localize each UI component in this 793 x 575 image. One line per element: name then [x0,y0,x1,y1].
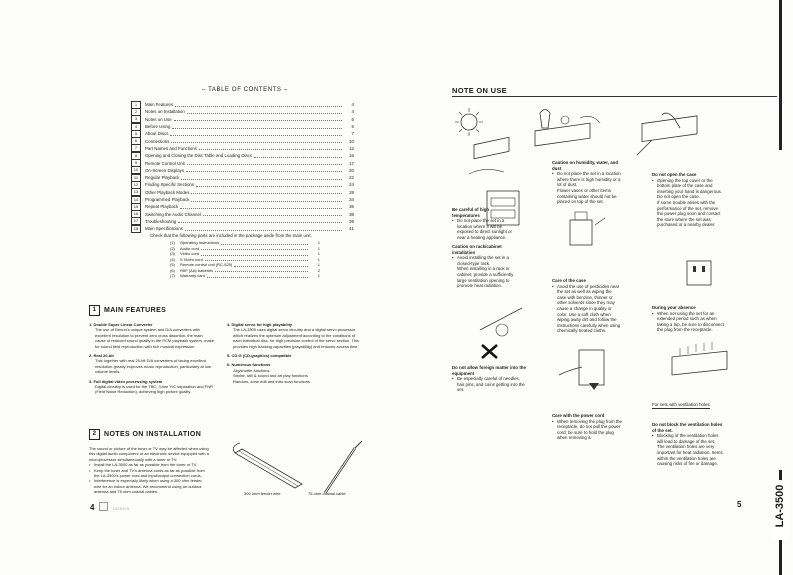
toc-page: 12 [349,145,354,151]
toc-row [131,174,354,181]
installation-bullet: • Interference is especially likely when using a 300 ohm feeder wire for an indoor antenna. We recommend using an outdoor antenna and 75 ohm coaxial cables. [89,478,209,494]
installation-bullet: • Keep the tuner and TV's antenna cords as far as possible from the LA-3500's power cord and input/output connection cords. [89,468,209,479]
toc-leader [254,154,342,158]
parts-label: Operating Instructions [180,240,220,246]
parts-leader [215,268,308,272]
toc-leader [174,117,342,121]
caution-power-cord [552,413,624,441]
parts-leader [201,252,308,256]
caution-body: • When not using the set for an extended period such as when taking a trip, be sure to disconnect the plug from the receptacle. [652,311,724,333]
toc-row [131,152,354,159]
parts-row [170,262,320,268]
toc-row [131,203,354,210]
parts-qty: 1 [317,273,320,279]
toc-leader [180,205,342,209]
caution-open-case [652,172,724,228]
open-case-illustration [632,110,712,165]
caution-body: • Avoid installing the set in a closed-type rack. When installing in a rack or cabinet, provide a sufficiently large ventilation opening to promote heat radiation. [452,255,514,289]
parts-label: S Video cord [180,256,203,262]
feature-body: This together with real 20-bit D/A converters of facing excellent resolution greatly improves music reproduction, particularly at low volume levels. [95,358,211,375]
parts-qty: 1 [317,245,320,251]
feature-title: 4. Digital servo for high playability [227,322,293,327]
parts-number: (2) [170,245,175,251]
caution-case-care [552,278,622,334]
toc-label: Main Specifications [145,226,183,232]
caution-title: Caution on rack/cabinet installation [452,244,502,255]
toc-row [131,167,354,174]
toc-row [131,210,354,217]
parts-label: Audio cord [180,245,200,251]
caption-feeder-wire: 300 ohm feeder wire [244,491,281,496]
side-label-box [773,480,789,540]
toc-number: 17 [131,217,141,225]
caution-title: Do not allow foreign matter into the equipment [452,365,526,376]
foreign-matter-illustration [472,300,532,360]
toc-leader [181,176,342,180]
feature-item [89,379,214,395]
feature-item [227,322,359,349]
page-number-right: 5 [737,500,742,509]
parts-leader [221,241,308,245]
toc-label: Connections [145,138,170,144]
caution-title: Care with the power cord [552,413,605,418]
parts-qty: 2 [317,267,320,273]
parts-leader [201,246,308,250]
toc-leader [172,125,342,129]
feature-body: Digital circuitry is used for the TBC, 3-line Y/C separation and FNR (Field Noise Reduction), achieving high picture quality. [95,384,213,395]
toc-number: 10 [131,166,141,174]
toc-row [131,137,354,144]
feature-body: The use of Denon's unique system and D/A converters with excellent resolution to prevent zero cross distortion, the main cause of reduced sound quality in the PCM playback system, make for sound field reproduction with rich musical expression. [95,327,214,349]
parts-row [170,240,320,246]
toc-label: Main Features [145,102,174,108]
parts-number: (3) [170,251,175,257]
toc-page: 36 [349,204,354,210]
feature-item [89,353,214,375]
toc-number: 5 [131,130,141,138]
caution-foreign-matter [452,365,527,393]
caution-body: • Do not place the set in a location where it will be exposed to direct sunlight or near a heating appliance. [452,218,514,240]
toc-label: Switching the Audio Channel [145,211,201,217]
page-number-left: 4 DENON [90,503,130,512]
section-number: 2 [89,429,100,440]
parts-number: (5) [170,262,175,268]
note-on-use-title: NOTE ON USE [452,86,507,95]
toc-number: 15 [131,203,141,211]
toc-page: 4 [351,109,354,115]
box-icon [99,502,108,511]
toc-leader [171,139,342,143]
parts-label: Video cord [180,251,200,257]
caution-title: Care of the case [552,278,586,283]
toc-label: Finding Specific Sections [145,182,195,188]
caution-title: Be careful of high temperatures [452,207,490,218]
toc-page: 34 [349,197,354,202]
toc-page: 39 [349,218,354,224]
toc-page: 4 [351,102,354,108]
toc-row [131,116,354,123]
toc-label: Regular Playback [145,175,180,181]
parts-number: (4) [170,256,175,262]
outlet-illustration [682,256,717,291]
toc-row [131,218,354,225]
parts-label: R6P (AA) batteries [180,267,214,273]
parts-qty: 1 [317,240,320,246]
parts-row [170,257,320,263]
toc-number: 13 [131,188,141,196]
toc-label: Notes on Installation [145,109,185,115]
feature-title: 3. Full digital video processing system [89,378,163,384]
features-column-right [227,322,359,388]
toc-number: 1 [131,101,141,109]
parts-label: Remote control unit (RC-525) [180,262,233,268]
toc-label: About Discs [145,131,169,137]
toc-number: 16 [131,210,141,218]
toc-row [131,123,354,130]
section-title: MAIN FEATURES [104,307,167,314]
toc-number: 7 [131,144,141,152]
installation-intro: The sound or picture of the tuner or TV may be affected when using this digital audio component or an electronic device equipped with a microprocessor simultaneously with a tuner or TV. [89,446,209,462]
caution-body: • When removing the plug from the receptacle, do not pull the power cord; be sure to hold the plug when removing it. [552,419,624,441]
installation-bullets [89,462,209,494]
pesticide-illustration [560,200,610,250]
caution-absence [652,305,724,333]
feature-item [227,362,359,384]
caution-rack-cabinet [452,244,514,289]
feature-title: 2. Real 20-bit [89,353,114,359]
toc-number: 14 [131,196,141,204]
caution-title: During your absence [652,305,696,310]
toc-row [131,159,354,166]
toc-page: 16 [349,153,354,159]
footer-mark: DENON [112,506,130,511]
features-column-left [89,322,214,399]
toc-row [131,181,354,188]
toc-label: Other Playback Modes [145,189,190,195]
toc-leader [191,190,342,194]
toc-label: Opening and Closing the Disc Table and Loading Discs [145,153,253,159]
section-title: NOTES ON INSTALLATION [104,431,202,438]
sun-heat-illustration [454,104,514,184]
toc-leader [199,146,342,150]
toc-number: 6 [131,137,141,145]
toc-label: Programmed Playback [145,197,190,202]
toc-page: 17 [349,160,354,166]
parts-list [170,240,320,279]
vent-caption: For sets with ventilation holes [652,402,710,407]
caution-body: • Opening the top cover or the bottom plate of the case and inserting your hand is dangerous. Do not open the case. If some trouble arises with the performance of the set, remove the power plug soon and contact the store where the set was purchased or a nearby dealer. [652,178,724,228]
parts-row [170,273,320,279]
power-cord-illustration [554,345,609,395]
installation-bullet: • Install the LA-3500 as far as possible from the tuner or TV. [89,462,209,467]
caution-title: Do not block the ventilation holes of the set. [652,422,723,433]
title-rule [452,96,777,97]
feature-item [89,322,214,349]
toc-leader [187,161,342,165]
toc-page: 28 [349,189,354,195]
toc-page: 41 [349,226,354,232]
toc-leader [186,168,342,172]
toc-label: Notes on Use [145,116,172,122]
toc-row [131,225,354,232]
parts-qty: 1 [317,251,320,257]
toc-number: 8 [131,152,141,160]
toc-row [131,101,354,108]
toc-page: 22 [349,175,354,181]
toc-number: 9 [131,159,141,167]
right-page [452,0,752,575]
toc-label: Before Using [145,124,171,130]
caution-body: • Blocking of the ventilation holes will lead to damage of the set. The ventilation holes are very important for heat radiation. Items within the ventilation holes are causing risks of fire or damage. [652,433,724,467]
caption-coaxial-cable: 75 ohm coaxial cable [308,491,346,496]
toc-leader [191,198,342,202]
installation-header [89,429,201,440]
toc-label: Remote Control Unit [145,160,185,166]
toc-page: 10 [349,138,354,144]
feature-title: 1. Double Super Linear Converter [89,322,153,327]
feature-body: The LA-3500 uses digital servo circuitry and a digital servo processor which realizes the optimum adjustment according to the conditions of each individual disc, for high precision control of the servo section. This provides high tracking capacities (playability) and reduces access time. [233,327,359,349]
caution-ventilation [652,422,724,467]
toc-number: 12 [131,181,141,189]
toc-row [131,189,354,196]
left-page [90,0,390,575]
caution-body: • Do not place the set in a location where there is high humidity or a lot of dust. Flower vases or other items containing water should not be placed on top of the set. [552,171,622,205]
toc-number: 18 [131,225,141,233]
feature-body: Jog/shuttle functions Strobe, still & sound and art play functions Random, zone edit and intro scan functions [233,367,310,384]
vent-illustration [662,340,737,390]
toc-page: 38 [349,211,354,217]
feature-item [227,353,359,358]
toc-title: – TABLE OF CONTENTS – [202,87,288,93]
parts-row [170,251,320,257]
side-bar-top [779,0,782,150]
main-features-header [89,305,166,316]
caution-body: • Avoid the use of pesticides near the set as well as wiping the case with benzine, thinner or other solvents since they may cause a change in quality or color. Use a soft cloth when wiping away dirt and follow the instructions carefully when using chemically treated cloths. [552,284,622,334]
feature-title: 6. Numerous functions [227,362,271,368]
toc-number: 3 [131,115,141,123]
parts-leader [234,263,308,267]
caution-high-temperature [452,207,514,241]
parts-leader [207,274,308,278]
toc-leader [187,110,342,114]
toc-label: On-Screen Displays [145,167,185,173]
toc-page: 7 [351,131,354,137]
toc-row [131,196,354,203]
toc-page: 5 [351,116,354,122]
parts-label: Warranty card [180,273,205,279]
parts-number: (7) [170,273,175,279]
caution-title: Do not open the case [652,172,697,177]
caution-body: • Be especially careful of needles, hair pins, and coins getting into the set. [452,376,527,393]
toc-leader [170,132,342,136]
toc-page: 6 [351,124,354,130]
toc-number: 4 [131,123,141,131]
caution-title: Caution on humidity, water, and dust [552,160,619,171]
toc-page: 20 [349,167,354,173]
toc-row [131,130,354,137]
toc-label: Repeat Playback [145,204,179,210]
toc-leader [203,212,342,216]
section-number: 1 [89,305,100,316]
toc-leader [175,103,342,107]
parts-qty: 1 [317,262,320,268]
caution-humidity [552,160,622,205]
toc-number: 2 [131,108,141,116]
toc-number: 11 [131,174,141,182]
parts-row [170,268,320,274]
toc-leader [196,183,342,187]
toc-label: Troubleshooting [145,218,177,224]
cable-illustration [230,438,370,498]
parts-number: (1) [170,240,175,246]
toc-row [131,108,354,115]
humidity-illustration [520,108,610,163]
toc-list [131,101,354,232]
parts-row [170,246,320,252]
toc-label: Part Names and Functions [145,145,197,151]
installation-text [89,446,209,495]
toc-leader [178,219,342,223]
parts-leader [205,257,308,261]
toc-page: 24 [349,182,354,188]
side-label: LA-3500 [774,484,786,528]
toc-row [131,145,354,152]
toc-leader [185,227,342,231]
feature-title: 5. CD-G (CD-graphics) compatible [227,353,292,359]
parts-check-text: Check that the following parts are included in the package aside from the main unit. [150,233,312,238]
parts-qty: 1 [317,256,320,262]
parts-number: (6) [170,267,175,273]
